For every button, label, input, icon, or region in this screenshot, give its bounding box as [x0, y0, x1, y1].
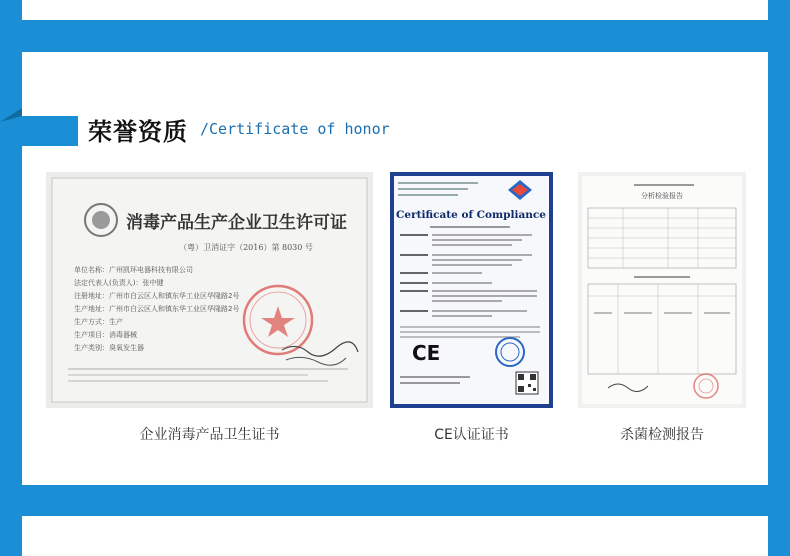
section-title: 荣誉资质 — [88, 118, 188, 146]
test-report-heading: 分析检验报告 — [641, 192, 683, 200]
sanitation-row: 生产项目：消毒器械 — [74, 331, 137, 339]
section-subtitle: /Certificate of honor — [200, 120, 390, 138]
sanitation-row: 法定代表人(负责人)：张中键 — [74, 279, 164, 287]
qr-code-icon — [516, 372, 538, 394]
top-panel-edge — [22, 0, 768, 20]
ce-heading: Certificate of Compliance — [396, 209, 546, 221]
bottom-panel-edge — [22, 516, 768, 556]
caption-test-report: 杀菌检测报告 — [620, 427, 704, 443]
sanitation-permit-no: （粤）卫消证字（2016）第 8030 号 — [179, 243, 313, 252]
sanitation-row: 注册地址：广州市白云区人和镇东华工业区华隆路2号 — [74, 292, 240, 300]
sanitation-certificate-image — [46, 172, 373, 408]
section-header-bar — [22, 116, 78, 146]
test-report-image — [578, 172, 746, 408]
certificate-card-test-report[interactable] — [578, 172, 746, 408]
sanitation-row: 生产地址：广州市白云区人和镇东华工业区华隆路2号 — [74, 305, 240, 313]
sanitation-row: 生产方式：生产 — [74, 318, 123, 326]
ce-certificate-image — [390, 172, 553, 408]
ribbon-fold-decoration — [0, 108, 22, 138]
certificate-card-sanitation[interactable] — [46, 172, 373, 408]
sanitation-row: 单位名称：广州凯环电器科技有限公司 — [74, 266, 193, 274]
sanitation-heading: 消毒产品生产企业卫生许可证 — [126, 213, 347, 233]
certificate-card-ce[interactable] — [390, 172, 553, 408]
caption-ce-certificate: CE认证证书 — [434, 427, 509, 443]
ce-mark-icon: CE — [412, 341, 441, 365]
sanitation-row: 生产类别：臭氧发生器 — [74, 344, 144, 352]
caption-sanitation-certificate: 企业消毒产品卫生证书 — [139, 427, 280, 443]
